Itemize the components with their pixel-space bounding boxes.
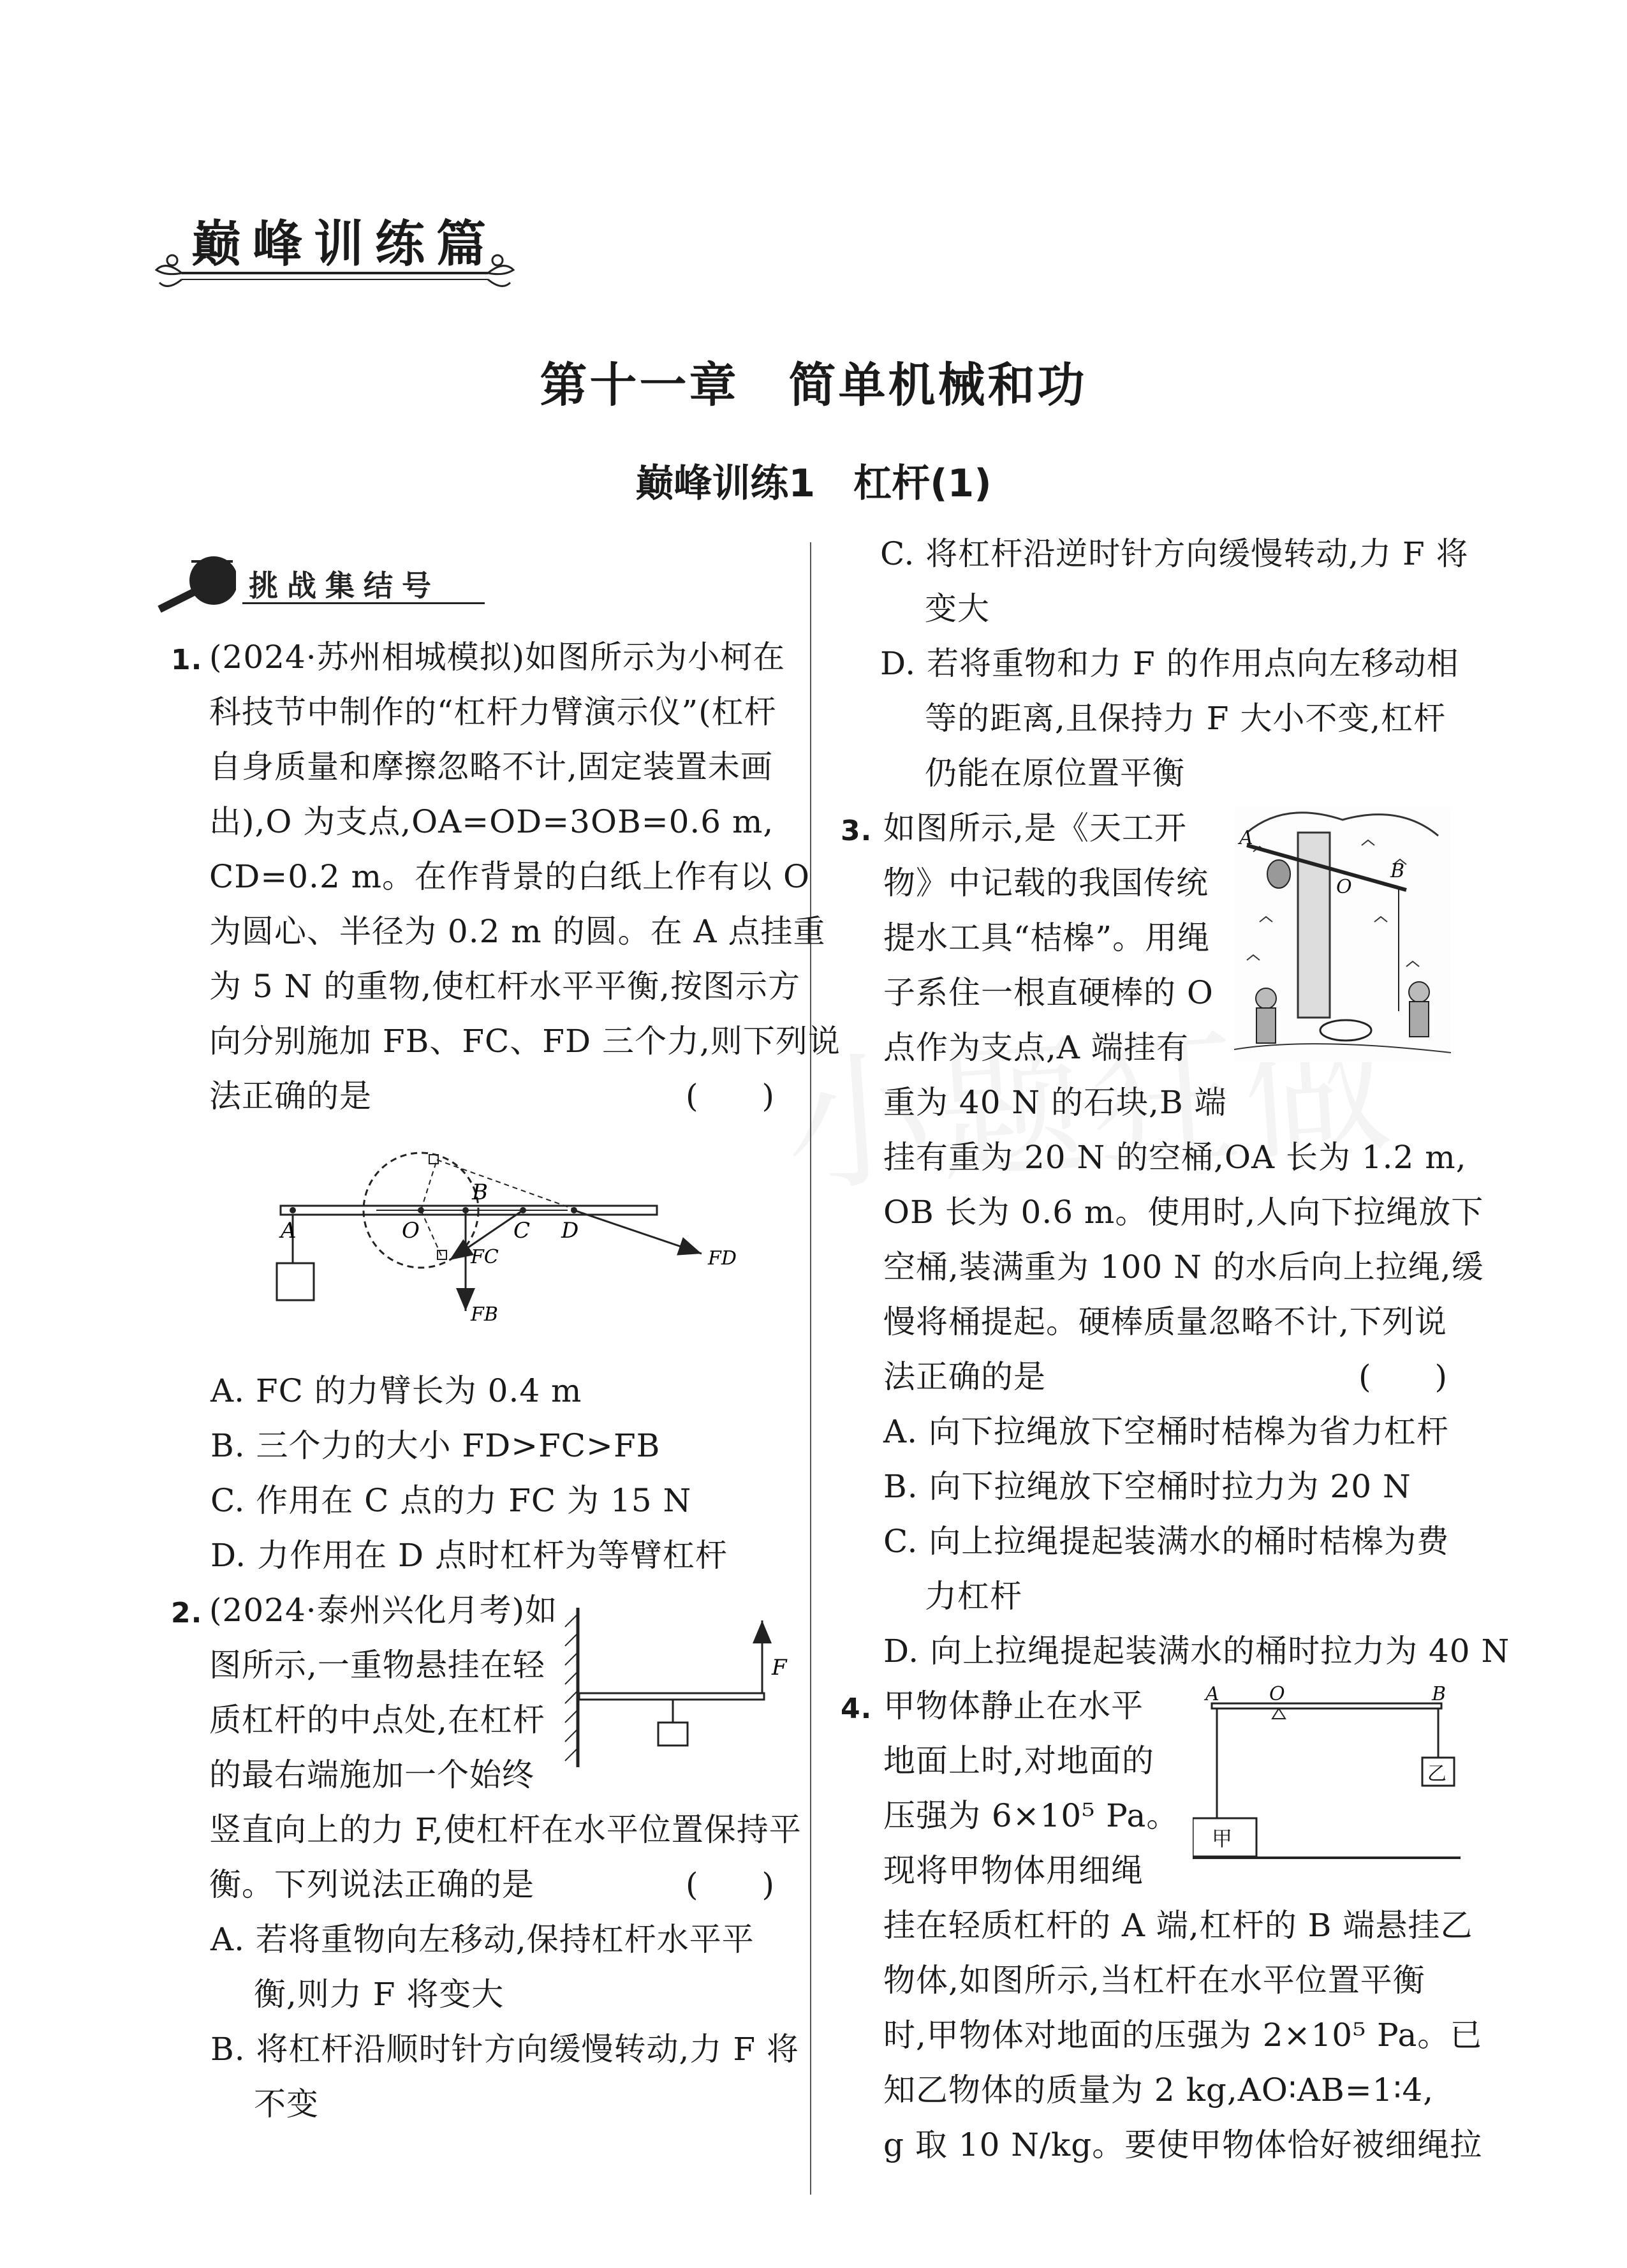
q4-line: 地面上时,对地面的 xyxy=(883,1742,1154,1779)
label-a: A xyxy=(281,1218,297,1243)
q2-option-d-cont: 仍能在原位置平衡 xyxy=(925,755,1185,792)
label-a: A xyxy=(1239,827,1253,849)
q3-option-d[interactable]: D. 向上拉绳提起装满水的桶时拉力为 40 N xyxy=(883,1633,1510,1670)
q3-line: 如图所示,是《天工开 xyxy=(883,810,1187,847)
q1-option-a[interactable]: A. FC 的力臂长为 0.4 m xyxy=(210,1372,582,1409)
label-b: B xyxy=(1432,1684,1447,1705)
q3-line: 慢将桶提起。硬棒质量忽略不计,下列说 xyxy=(883,1303,1447,1340)
label-b: B xyxy=(472,1180,488,1205)
q2-line: 图所示,一重物悬挂在轻 xyxy=(209,1647,545,1684)
label-f: F xyxy=(772,1655,787,1680)
q3-line: 挂有重为 20 N 的空桶,OA 长为 1.2 m, xyxy=(883,1139,1467,1176)
q2-line: 的最右端施加一个始终 xyxy=(209,1756,534,1793)
label-yi: 乙 xyxy=(1427,1763,1447,1785)
q4-line: 挂在轻质杠杆的 A 端,杠杆的 B 端悬挂乙 xyxy=(883,1907,1473,1944)
q3-line: OB 长为 0.6 m。使用时,人向下拉绳放下 xyxy=(883,1194,1484,1231)
badge-label: 挑战集结号 xyxy=(249,568,440,603)
q3-answer-paren[interactable]: ( ) xyxy=(1358,1358,1448,1395)
chapter-title: 第十一章 简单机械和功 xyxy=(540,358,1087,413)
q2-option-a-cont: 衡,则力 F 将变大 xyxy=(254,1976,504,2013)
q1-line: 法正确的是 xyxy=(209,1078,372,1115)
q3-option-c[interactable]: C. 向上拉绳提起装满水的桶时桔槔为费 xyxy=(883,1523,1450,1560)
q4-line: 现将甲物体用细绳 xyxy=(883,1852,1144,1889)
q3-number: 3. xyxy=(841,815,872,847)
q2-option-c-cont: 变大 xyxy=(925,590,990,627)
q1-number: 1. xyxy=(171,644,203,676)
q3-option-a[interactable]: A. 向下拉绳放下空桶时桔槔为省力杠杆 xyxy=(883,1413,1449,1450)
q2-lever-diagram xyxy=(561,1601,797,1774)
challenge-badge xyxy=(153,549,491,619)
banner-title: 巅峰训练篇 xyxy=(191,216,498,273)
q3-line: 法正确的是 xyxy=(883,1358,1046,1395)
q3-line: 提水工具“桔槔”。用绳 xyxy=(883,919,1211,956)
q3-option-b[interactable]: B. 向下拉绳放下空桶时拉力为 20 N xyxy=(883,1468,1411,1505)
label-jia: 甲 xyxy=(1212,1827,1233,1851)
column-divider xyxy=(810,542,811,2195)
q1-lever-diagram xyxy=(268,1142,753,1333)
label-o: O xyxy=(402,1218,420,1243)
q3-line: 重为 40 N 的石块,B 端 xyxy=(883,1084,1227,1121)
q3-line: 子系住一根直硬棒的 O xyxy=(883,974,1214,1011)
q4-line: 压强为 6×10⁵ Pa。 xyxy=(883,1797,1179,1834)
q1-line: 为圆心、半径为 0.2 m 的圆。在 A 点挂重 xyxy=(209,913,826,950)
q2-option-a[interactable]: A. 若将重物向左移动,保持杠杆水平平 xyxy=(210,1921,755,1958)
q2-line: (2024·泰州兴化月考)如 xyxy=(209,1592,558,1629)
q1-line: 科技节中制作的“杠杆力臂演示仪”(杠杆 xyxy=(209,693,777,730)
q1-line: 出),O 为支点,OA=OD=3OB=0.6 m, xyxy=(209,803,774,840)
q1-option-d[interactable]: D. 力作用在 D 点时杠杆为等臂杠杆 xyxy=(210,1537,728,1574)
q2-option-c[interactable]: C. 将杠杆沿逆时针方向缓慢转动,力 F 将 xyxy=(880,535,1469,572)
label-o: O xyxy=(1336,876,1352,898)
q4-line: 时,甲物体对地面的压强为 2×10⁵ Pa。已 xyxy=(883,2017,1483,2054)
pen-icon xyxy=(153,549,236,619)
q2-option-d[interactable]: D. 若将重物和力 F 的作用点向左移动相 xyxy=(880,645,1459,682)
q3-jiegao-illustration xyxy=(1234,807,1451,1062)
label-b: B xyxy=(1390,860,1405,882)
q2-answer-paren[interactable]: ( ) xyxy=(686,1866,775,1903)
q1-line: 自身质量和摩擦忽略不计,固定装置未画 xyxy=(209,748,773,785)
q1-line: 为 5 N 的重物,使杠杆水平平衡,按图示方 xyxy=(209,968,801,1005)
q2-option-b[interactable]: B. 将杠杆沿顺时针方向缓慢转动,力 F 将 xyxy=(210,2031,799,2068)
label-fd: FD xyxy=(708,1247,737,1270)
label-fb: FB xyxy=(471,1303,498,1326)
label-a: A xyxy=(1205,1684,1219,1705)
q2-line: 质杠杆的中点处,在杠杆 xyxy=(209,1701,545,1738)
label-o: O xyxy=(1269,1684,1285,1705)
q4-line: 知乙物体的质量为 2 kg,AO∶AB=1∶4, xyxy=(883,2072,1434,2109)
label-fc: FC xyxy=(471,1246,499,1268)
q4-line: 甲物体静止在水平 xyxy=(883,1687,1144,1724)
q3-line: 空桶,装满重为 100 N 的水后向上拉绳,缓 xyxy=(883,1249,1484,1286)
q2-number: 2. xyxy=(171,1597,203,1629)
q1-line: CD=0.2 m。在作背景的白纸上作有以 O xyxy=(209,858,810,895)
label-d: D xyxy=(561,1218,579,1243)
q4-lever-diagram xyxy=(1193,1684,1461,1869)
q1-option-b[interactable]: B. 三个力的大小 FD>FC>FB xyxy=(210,1427,661,1464)
banner-ornament-icon xyxy=(153,191,517,293)
q2-line: 衡。下列说法正确的是 xyxy=(209,1866,534,1903)
q4-number: 4. xyxy=(841,1693,872,1725)
q1-answer-paren[interactable]: ( ) xyxy=(686,1078,775,1115)
label-c: C xyxy=(513,1218,531,1243)
q4-line: g 取 10 N/kg。要使甲物体恰好被细绳拉 xyxy=(883,2126,1483,2163)
q3-option-c-cont: 力杠杆 xyxy=(925,1578,1022,1615)
q1-option-c[interactable]: C. 作用在 C 点的力 FC 为 15 N xyxy=(210,1482,692,1519)
section-banner xyxy=(153,191,517,293)
q3-line: 点作为支点,A 端挂有 xyxy=(883,1029,1189,1066)
q2-line: 竖直向上的力 F,使杠杆在水平位置保持平 xyxy=(209,1811,802,1848)
q2-option-b-cont: 不变 xyxy=(254,2086,319,2123)
q2-option-d-cont: 等的距离,且保持力 F 大小不变,杠杆 xyxy=(925,700,1447,737)
q1-line: 向分别施加 FB、FC、FD 三个力,则下列说 xyxy=(209,1023,841,1060)
q1-line: (2024·苏州相城模拟)如图所示为小柯在 xyxy=(209,639,786,676)
q3-line: 物》中记载的我国传统 xyxy=(883,864,1209,901)
lesson-title: 巅峰训练1 杠杆(1) xyxy=(635,461,992,506)
q4-line: 物体,如图所示,当杠杆在水平位置平衡 xyxy=(883,1962,1425,1999)
